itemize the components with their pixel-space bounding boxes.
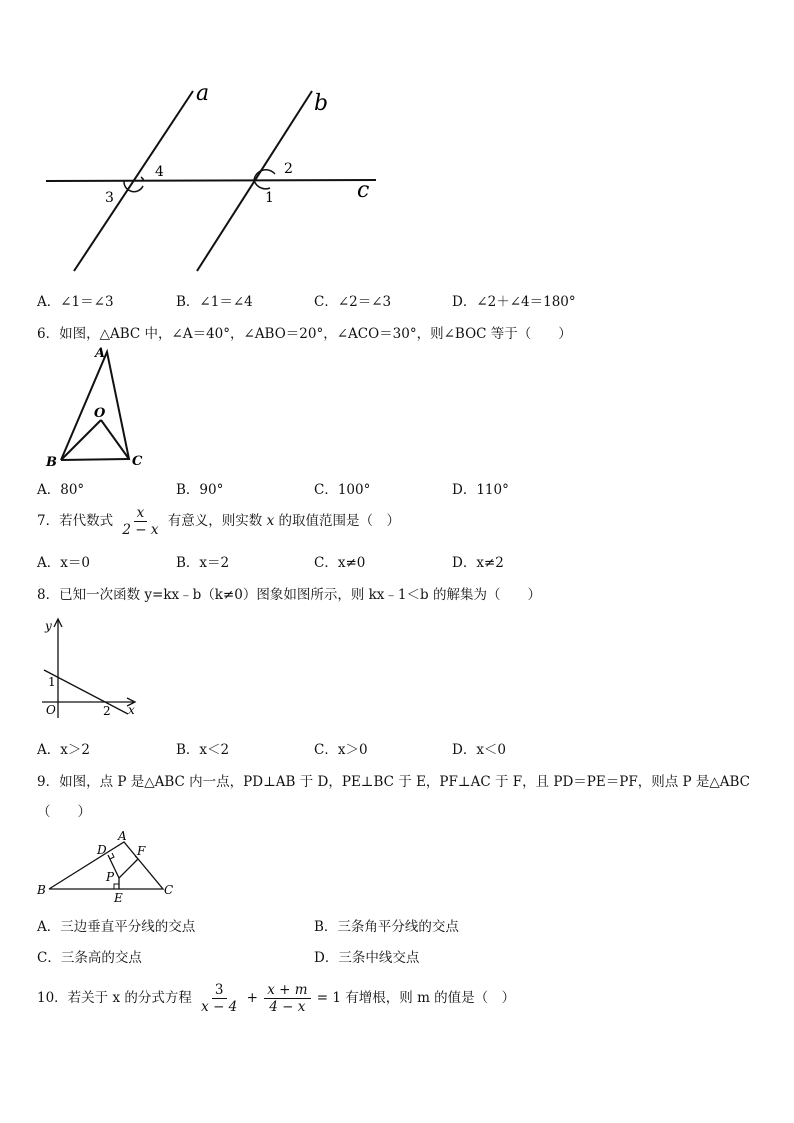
q8-option-d: D．x＜0 (452, 742, 507, 758)
q9-option-b: B．三条角平分线的交点 (314, 919, 459, 935)
q10-suffix: 有增根，则 m 的值是（ ） (345, 990, 516, 1006)
q6-vertex-b: B (46, 455, 57, 470)
q7-middle-text: 有意义，则实数 (167, 513, 263, 529)
q7-option-b: B．x＝2 (176, 555, 230, 571)
q9-vertex-d: D (97, 843, 107, 857)
q8-x-axis-label: x (128, 703, 135, 717)
q6-option-d: D．110° (452, 482, 509, 498)
angle-3-label: 3 (105, 190, 114, 206)
angle-4-label: 4 (155, 164, 164, 180)
q8-stem: 8．已知一次函数 y=kx﹣b（k≠0）图象如图所示，则 kx﹣1＜b 的解集为（ ） (37, 587, 541, 603)
q9-vertex-c: C (164, 883, 174, 897)
q9-triangle-figure (36, 828, 181, 906)
q8-y-axis-label: y (45, 619, 52, 633)
q9-stem-line1: 9．如图，点 P 是△ABC 内一点，PD⊥AB 于 D，PE⊥BC 于 E，PF⊥AC 于 F，且 PD＝PE＝PF，则点 P 是△ABC (37, 774, 750, 790)
q9-vertex-f: F (137, 844, 146, 858)
q8-x-intercept-label: 2 (103, 704, 111, 718)
q10-fraction-2 (264, 982, 310, 1015)
q7-fraction (119, 505, 161, 538)
line-a-label: a (196, 81, 210, 106)
q7-option-c: C．x≠0 (314, 555, 366, 571)
q5-option-c: C．∠2＝∠3 (314, 294, 392, 310)
q9-option-a: A．三边垂直平分线的交点 (37, 919, 196, 935)
angle-1-label: 1 (265, 190, 274, 206)
q6-vertex-a: A (95, 346, 106, 361)
q5-parallel-lines-figure (40, 78, 385, 278)
angle-2-label: 2 (284, 161, 293, 177)
q8-option-c: C．x＞0 (314, 742, 368, 758)
q10-stem (37, 982, 515, 1015)
q10-fraction-2-denominator: 4 − x (269, 999, 306, 1015)
q9-vertex-a: A (118, 829, 127, 843)
q10-equals: = 1 (316, 990, 341, 1006)
q10-fraction-1-denominator: x − 4 (201, 999, 238, 1015)
q6-option-b: B．90° (176, 482, 224, 498)
q8-linear-function-graph (38, 614, 143, 724)
q6-vertex-c: C (132, 454, 143, 469)
q9-option-c: C．三条高的交点 (37, 950, 142, 966)
q7-stem (37, 505, 400, 538)
q7-option-a: A．x＝0 (37, 555, 90, 571)
q9-vertex-e: E (114, 891, 123, 905)
q9-option-d: D．三条中线交点 (314, 950, 420, 966)
q8-option-a: A．x＞2 (37, 742, 90, 758)
q6-option-a: A．80° (37, 482, 85, 498)
line-b-label: b (314, 91, 329, 116)
q7-fraction-numerator: x (134, 505, 148, 522)
q9-vertex-b: B (37, 883, 46, 897)
q9-stem-line2: （ ） (37, 804, 91, 820)
line-c-label: c (357, 178, 370, 203)
q6-triangle-figure (40, 342, 155, 472)
q10-plus: + (246, 990, 258, 1006)
q7-fraction-denominator: 2 − x (122, 522, 159, 538)
q10-prefix: 10．若关于 x 的分式方程 (37, 990, 192, 1006)
q10-fraction-1 (198, 982, 240, 1015)
q5-option-d: D．∠2＋∠4＝180° (452, 294, 576, 310)
q6-stem: 6．如图，△ABC 中，∠A＝40°，∠ABO＝20°，∠ACO＝30°，则∠BOC 等于（ ） (37, 326, 572, 342)
q7-suffix: 的取值范围是（ ） (278, 513, 401, 529)
q6-vertex-o: O (94, 406, 106, 421)
q7-option-d: D．x≠2 (452, 555, 504, 571)
q7-prefix: 7．若代数式 (37, 513, 114, 529)
q8-option-b: B．x＜2 (176, 742, 230, 758)
q10-fraction-2-numerator: x + m (264, 982, 310, 999)
q5-option-a: A．∠1＝∠3 (37, 294, 114, 310)
q8-y-intercept-label: 1 (48, 675, 56, 689)
q9-point-p: P (106, 870, 115, 884)
q8-origin-label: O (46, 703, 56, 717)
q10-fraction-1-numerator: 3 (212, 982, 227, 999)
q5-option-b: B．∠1＝∠4 (176, 294, 253, 310)
q7-variable: x (266, 513, 275, 529)
q6-option-c: C．100° (314, 482, 371, 498)
